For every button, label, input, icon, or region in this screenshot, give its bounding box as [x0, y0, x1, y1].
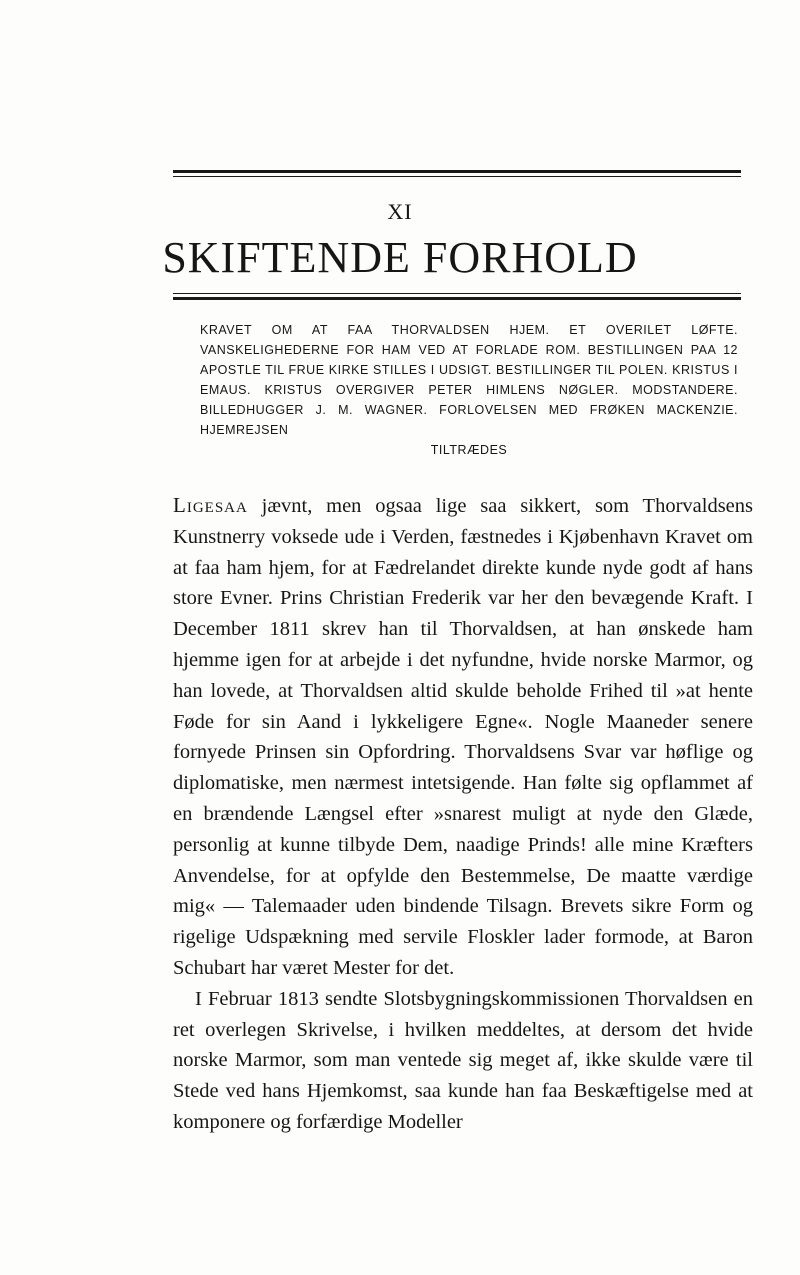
paragraph-1-text: jævnt, men ogsaa lige saa sikkert, som Thorvaldsens Kunstnerry voksede ude i Verden, fæstnedes i Kjøbenhavn Kravet om at faa ham hjem, for at Fædrelandet direkte kunde nyde godt af hans store Evner. Prins Christian Frederik var her den bevægende Kraft. I December 1811 skrev han til Thorvaldsen, at han ønskede ham hjemme igen for at arbejde i det nyfundne, hvide norske Marmor, og han lovede, at Thorvaldsen altid skulde beholde Frihed til »at hente Føde for sin Aand i lykkeligere Egne«. Nogle Maaneder senere fornyede Prinsen sin Opfordring. Thorvaldsens Svar var høflige og diplomatiske, men nærmest intetsigende. Han følte sig opflammet af en brændende Længsel efter »snarest muligt at nyde den Glæde, personlig at kunne tilbyde Dem, naadige Prinds! alle mine Kræfters Anvendelse, for at opfylde den Bestemmelse, De maatte værdige mig« — Talemaader uden bindende Tilsagn. Brevets sikre Form og rigelige Udspækning med servile Floskler lader formode, at Baron Schubart har været Mester for det.	[173, 495, 754, 979]
middle-thin-rule	[173, 293, 741, 294]
paragraph-1	[173, 490, 753, 984]
chapter-summary	[200, 320, 738, 460]
body-text	[173, 490, 753, 1138]
paragraph-lead-word: Ligesaa	[173, 493, 248, 517]
chapter-title: SKIFTENDE FORHOLD	[162, 233, 638, 282]
chapter-summary-last-line: TILTRÆDES	[430, 443, 508, 457]
paragraph-2: I Februar 1813 sendte Slotsbygningskommissionen Thorvaldsen en ret overlegen Skrivelse, i hvilken meddeltes, at dersom det hvide norske Marmor, som man ventede sig meget af, ikke skulde være til Stede ved hans Hjemkomst, saa kunde han faa Beskæftigelse med at komponere og forfærdige Modeller	[173, 987, 753, 1133]
chapter-number: XI	[387, 199, 413, 224]
top-thin-rule	[173, 176, 741, 177]
chapter-summary-text: KRAVET OM AT FAA THORVALDSEN HJEM. ET OVERILET LØFTE. VANSKELIGHEDERNE FOR HAM VED AT FORLADE ROM. BESTILLINGEN PAA 12 APOSTLE TIL FRUE KIRKE STILLES I UDSIGT. BESTILLINGER TIL POLEN. KRISTUS I EMAUS. KRISTUS OVERGIVER PETER HIMLENS NØGLER. MODSTANDERE. BILLEDHUGGER J. M. WAGNER. FORLOVELSEN MED FRØKEN MACKENZIE. HJEMREJSEN	[200, 323, 738, 437]
middle-thick-rule	[173, 297, 741, 300]
top-thick-rule	[173, 170, 741, 173]
